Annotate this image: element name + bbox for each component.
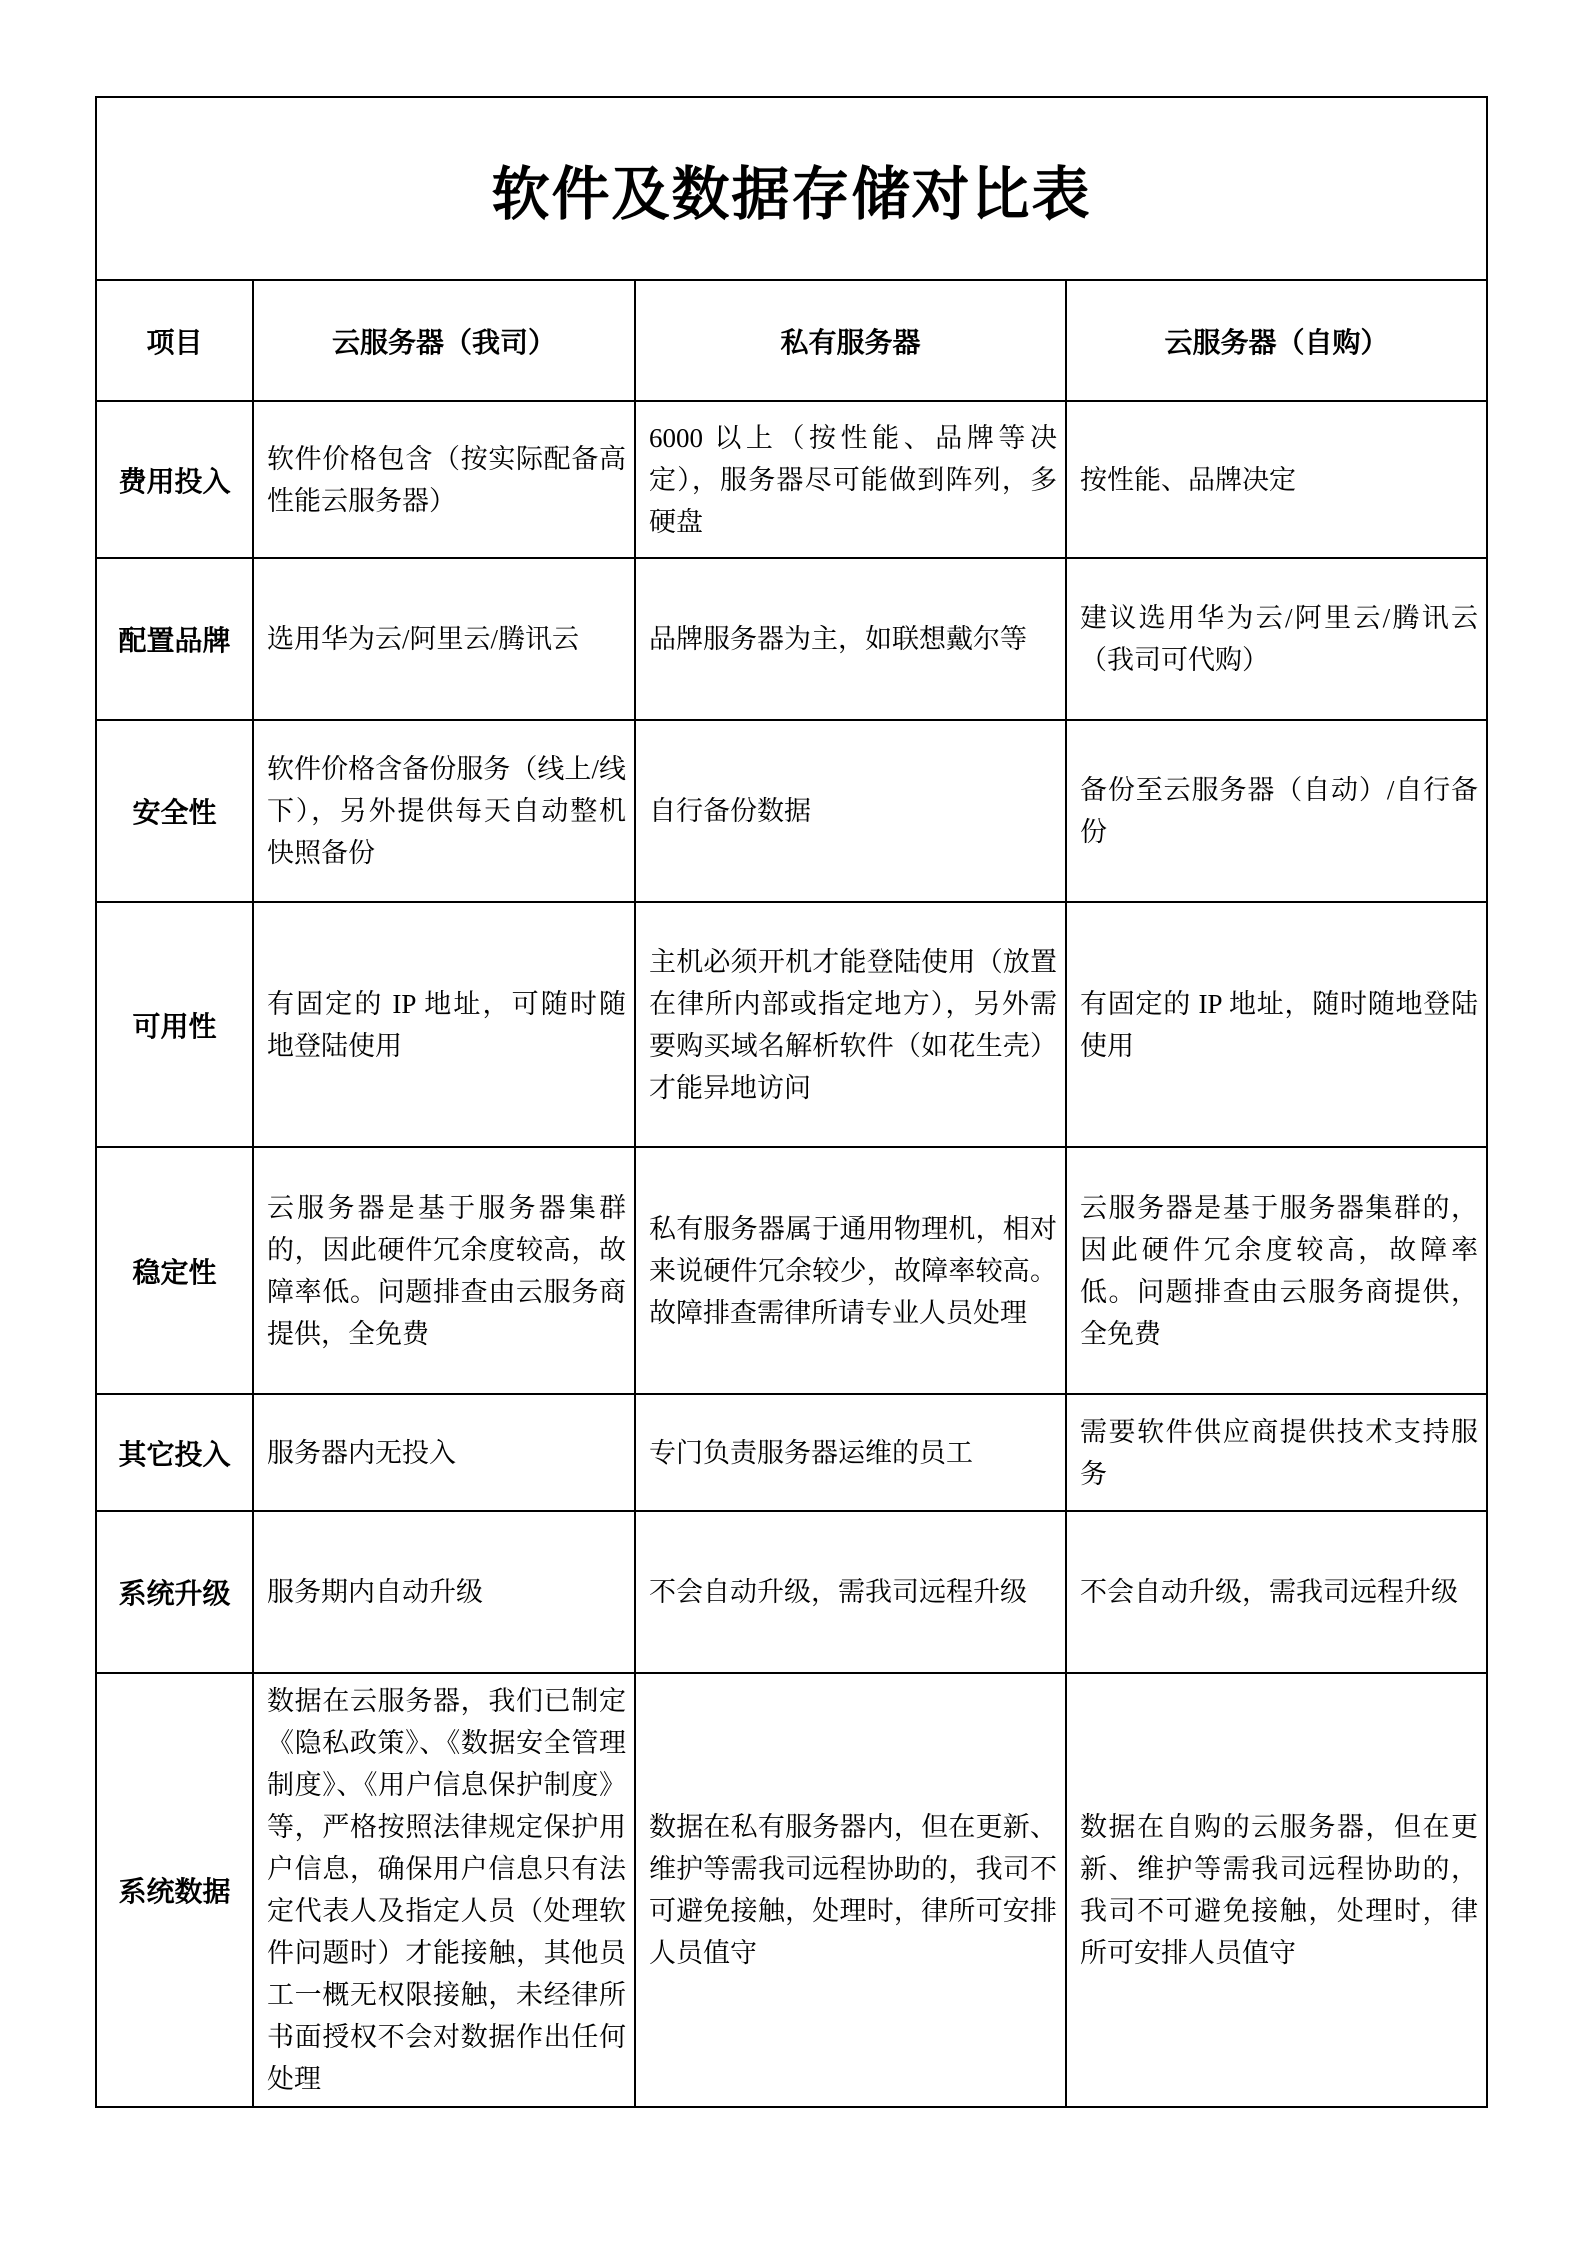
- table-cell: 有固定的 IP 地址，随时随地登陆使用: [1066, 902, 1487, 1147]
- table-cell: 有固定的 IP 地址，可随时随地登陆使用: [253, 902, 635, 1147]
- table-cell: 数据在私有服务器内，但在更新、维护等需我司远程协助的，我司不可避免接触，处理时，律所可安排人员值守: [635, 1673, 1066, 2107]
- table-cell: 服务器内无投入: [253, 1394, 635, 1511]
- table-cell: 自行备份数据: [635, 720, 1066, 902]
- table-row: [96, 902, 1487, 1147]
- row-label: 费用投入: [96, 401, 253, 558]
- table-row: [96, 401, 1487, 558]
- table-cell: 建议选用华为云/阿里云/腾讯云（我司可代购）: [1066, 558, 1487, 720]
- table-cell: 品牌服务器为主，如联想戴尔等: [635, 558, 1066, 720]
- comparison-table: [95, 96, 1488, 2108]
- table-row: [96, 1511, 1487, 1673]
- column-header-project: 项目: [96, 280, 253, 401]
- row-label: 系统升级: [96, 1511, 253, 1673]
- row-label: 安全性: [96, 720, 253, 902]
- header-row: [96, 280, 1487, 401]
- table-cell: 服务期内自动升级: [253, 1511, 635, 1673]
- table-cell: 数据在自购的云服务器，但在更新、维护等需我司远程协助的，我司不可避免接触，处理时，律所可安排人员值守: [1066, 1673, 1487, 2107]
- table-cell: 需要软件供应商提供技术支持服务: [1066, 1394, 1487, 1511]
- table-cell: 私有服务器属于通用物理机，相对来说硬件冗余较少，故障率较高。故障排查需律所请专业人员处理: [635, 1147, 1066, 1394]
- table-cell: 软件价格含备份服务（线上/线下），另外提供每天自动整机快照备份: [253, 720, 635, 902]
- table-row: [96, 1147, 1487, 1394]
- comparison-table-body: [96, 401, 1487, 2107]
- table-cell: 不会自动升级，需我司远程升级: [1066, 1511, 1487, 1673]
- table-cell: 备份至云服务器（自动）/自行备份: [1066, 720, 1487, 902]
- row-label: 配置品牌: [96, 558, 253, 720]
- row-label: 稳定性: [96, 1147, 253, 1394]
- table-cell: 6000 以上（按性能、品牌等决定），服务器尽可能做到阵列，多硬盘: [635, 401, 1066, 558]
- column-header-private-server: 私有服务器: [635, 280, 1066, 401]
- table-cell: 选用华为云/阿里云/腾讯云: [253, 558, 635, 720]
- row-label: 可用性: [96, 902, 253, 1147]
- table-cell: 按性能、品牌决定: [1066, 401, 1487, 558]
- table-cell: 云服务器是基于服务器集群的，因此硬件冗余度较高，故障率低。问题排查由云服务商提供，全免费: [1066, 1147, 1487, 1394]
- table-cell: 不会自动升级，需我司远程升级: [635, 1511, 1066, 1673]
- row-label: 其它投入: [96, 1394, 253, 1511]
- table-cell: 数据在云服务器，我们已制定《隐私政策》、《数据安全管理制度》、《用户信息保护制度》等，严格按照法律规定保护用户信息，确保用户信息只有法定代表人及指定人员（处理软件问题时）才能接触，其他员工一概无权限接触，未经律所书面授权不会对数据作出任何处理: [253, 1673, 635, 2107]
- title-row: [96, 97, 1487, 280]
- table-cell: 云服务器是基于服务器集群的，因此硬件冗余度较高，故障率低。问题排查由云服务商提供，全免费: [253, 1147, 635, 1394]
- row-label: 系统数据: [96, 1673, 253, 2107]
- table-row: [96, 558, 1487, 720]
- table-row: [96, 1394, 1487, 1511]
- table-cell: 软件价格包含（按实际配备高性能云服务器）: [253, 401, 635, 558]
- table-row: [96, 720, 1487, 902]
- column-header-cloud-our-company: 云服务器（我司）: [253, 280, 635, 401]
- table-row: [96, 1673, 1487, 2107]
- table-cell: 主机必须开机才能登陆使用（放置在律所内部或指定地方），另外需要购买域名解析软件（如花生壳）才能异地访问: [635, 902, 1066, 1147]
- table-title: 软件及数据存储对比表: [96, 97, 1487, 280]
- column-header-cloud-self-purchased: 云服务器（自购）: [1066, 280, 1487, 401]
- table-cell: 专门负责服务器运维的员工: [635, 1394, 1066, 1511]
